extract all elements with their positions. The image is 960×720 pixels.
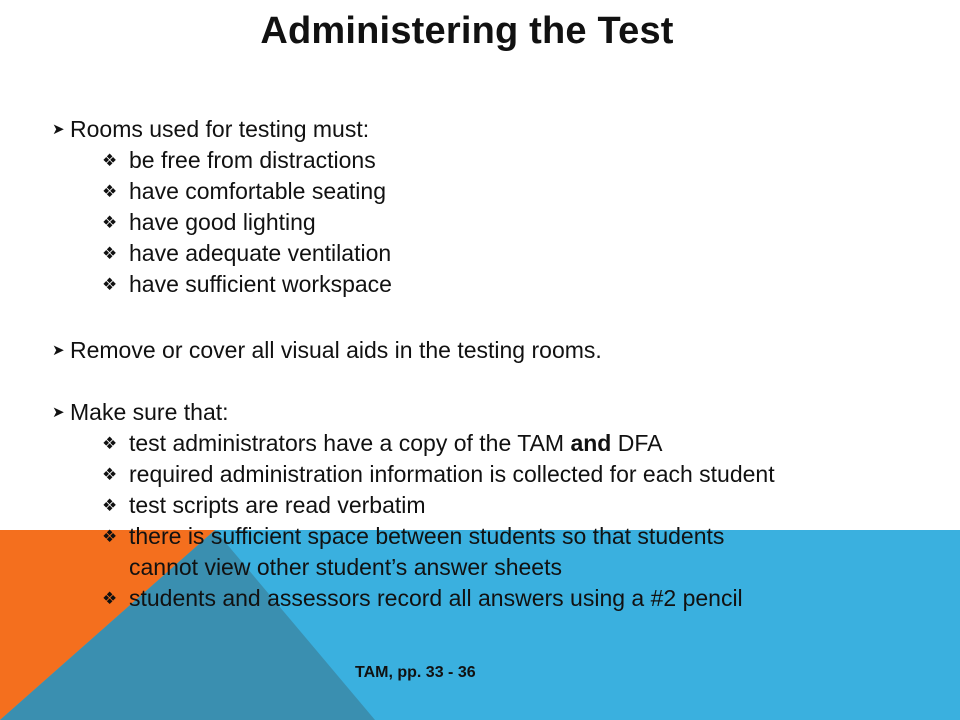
list-item-text: have sufficient workspace (129, 271, 392, 297)
list-item (102, 428, 775, 459)
diamond-bullet-icon: ❖ (102, 213, 118, 232)
tam-text-pre: test administrators have a copy of the TAM (129, 430, 571, 456)
list-item-text: students and assessors record all answers using a #2 pencil (129, 585, 743, 611)
list-item (102, 521, 775, 552)
list-item (102, 238, 392, 269)
diamond-bullet-icon: ❖ (102, 527, 118, 546)
list-item (102, 269, 392, 300)
diamond-bullet-icon: ❖ (102, 244, 118, 263)
make-sure-subitems (102, 428, 775, 614)
list-item-text: have comfortable seating (129, 178, 386, 204)
arrowhead-bullet-icon: ➤ (52, 121, 65, 138)
list-item-text: have adequate ventilation (129, 240, 392, 266)
diamond-bullet-icon: ❖ (102, 275, 118, 294)
section-make-sure (52, 397, 775, 614)
bullet-make-sure (52, 397, 775, 428)
bullet-rooms (52, 114, 392, 145)
bullet-text: Make sure that: (70, 399, 229, 425)
slide-title: Administering the Test (260, 10, 674, 52)
list-item (102, 459, 775, 490)
list-item (102, 490, 775, 521)
bullet-text: Rooms used for testing must: (70, 116, 370, 142)
section-visual-aids (52, 335, 602, 366)
list-item (102, 176, 392, 207)
bullet-text: Remove or cover all visual aids in the testing rooms. (70, 337, 602, 363)
arrowhead-bullet-icon: ➤ (52, 404, 65, 421)
arrowhead-bullet-icon: ➤ (52, 342, 65, 359)
tam-text-post: DFA (611, 430, 663, 456)
footer-reference: TAM, pp. 33 - 36 (355, 664, 476, 681)
list-item-text: be free from distractions (129, 147, 376, 173)
rooms-subitems (102, 145, 392, 300)
list-item (102, 145, 392, 176)
list-item-text: have good lighting (129, 209, 316, 235)
diamond-bullet-icon: ❖ (102, 151, 118, 170)
diamond-bullet-icon: ❖ (102, 465, 118, 484)
list-item (102, 583, 775, 614)
list-item-continuation: cannot view other student’s answer sheets (129, 554, 562, 580)
list-item-text: test scripts are read verbatim (129, 492, 426, 518)
section-rooms (52, 114, 392, 300)
diamond-bullet-icon: ❖ (102, 496, 118, 515)
bullet-visual-aids (52, 335, 602, 366)
list-item-text: there is sufficient space between students so that students (129, 523, 725, 549)
diamond-bullet-icon: ❖ (102, 182, 118, 201)
diamond-bullet-icon: ❖ (102, 434, 118, 453)
list-item (102, 207, 392, 238)
tam-text-and: and (570, 430, 612, 456)
list-item-text: required administration information is collected for each student (129, 461, 775, 487)
diamond-bullet-icon: ❖ (102, 589, 118, 608)
list-item-text (129, 428, 662, 459)
